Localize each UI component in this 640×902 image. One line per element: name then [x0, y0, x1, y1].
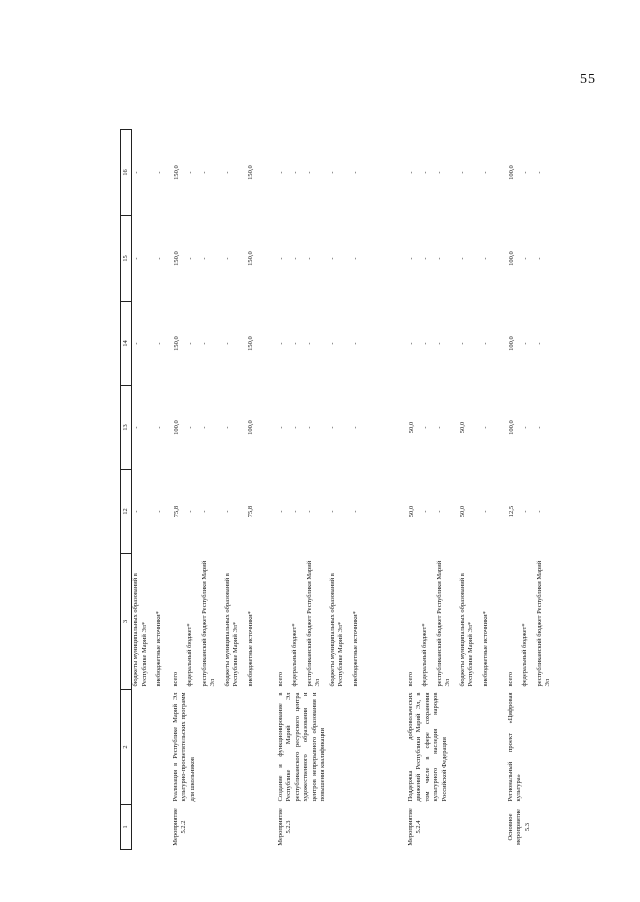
- table-cell-value: 150,0: [172, 165, 180, 180]
- table-cell-value: -: [407, 171, 415, 174]
- year-column-12: [277, 470, 407, 554]
- table-cell-value: -: [535, 342, 543, 345]
- activity-name: Поддержка добровольческих движений Республики Марий Эл, в том числе в сфере сохранения культурного наследия народов Российской Федерации: [406, 692, 448, 802]
- table-cell-value: -: [351, 257, 359, 260]
- table-cell-value: -: [535, 257, 543, 260]
- year-column-14: [277, 302, 407, 386]
- activity-id: Мероприятие 5.2.4: [406, 808, 423, 846]
- year-column-13: [277, 386, 407, 470]
- table-row: [172, 130, 277, 850]
- table-cell-value: 100,0: [507, 165, 515, 180]
- column-header: 16: [121, 130, 132, 216]
- year-column-12: [132, 470, 172, 554]
- table-cell-value: -: [535, 510, 543, 513]
- year-column-13: [172, 386, 277, 470]
- table-cell-value: -: [351, 342, 359, 345]
- table-cell-value: 12,5: [507, 505, 515, 518]
- funding-source: федеральный бюджет*: [521, 623, 529, 687]
- table-cell-value: -: [421, 426, 429, 429]
- table-cell-value: -: [186, 342, 194, 345]
- table-cell-value: -: [521, 171, 529, 174]
- table-cell-value: -: [407, 342, 415, 345]
- funding-source: федеральный бюджет*: [421, 623, 429, 687]
- year-column-15: [172, 216, 277, 302]
- column-header: 1: [121, 805, 132, 850]
- table-cell-value: -: [305, 342, 313, 345]
- table-cell-value: -: [435, 257, 443, 260]
- activity-name: Региональный проект «Цифровая культура»: [506, 692, 523, 802]
- table-cell-value: -: [186, 426, 194, 429]
- activity-id: Мероприятие 5.2.2: [171, 808, 188, 846]
- table-cell-value: -: [535, 426, 543, 429]
- funding-sources: [172, 554, 277, 690]
- table-cell-value: -: [328, 426, 336, 429]
- table-cell-value: -: [435, 342, 443, 345]
- activity-id: [132, 805, 172, 850]
- table-cell-value: -: [435, 426, 443, 429]
- table-cell-value: -: [481, 257, 489, 260]
- funding-source: федеральный бюджет*: [291, 623, 299, 687]
- table-cell-value: 100,0: [172, 420, 180, 435]
- table-cell-value: -: [521, 510, 529, 513]
- year-column-13: [407, 386, 507, 470]
- table-cell-value: 150,0: [246, 165, 254, 180]
- table-cell-value: -: [458, 257, 466, 260]
- funding-source: внебюджетные источники*: [351, 611, 359, 687]
- table-cell-value: -: [133, 257, 141, 260]
- table-cell-value: -: [277, 257, 285, 260]
- table-cell-value: -: [277, 510, 285, 513]
- table-cell-value: -: [305, 426, 313, 429]
- table-cell-value: 50,0: [407, 421, 415, 434]
- table-cell-value: -: [305, 510, 313, 513]
- year-column-13: [507, 386, 567, 470]
- table-cell-value: -: [223, 510, 231, 513]
- funding-sources: [132, 554, 172, 690]
- table-cell-value: -: [291, 171, 299, 174]
- year-column-16: [277, 130, 407, 216]
- funding-source: республиканский бюджет Республики Марий Эл: [200, 560, 217, 687]
- table-body: [132, 130, 567, 850]
- funding-source: республиканский бюджет Республики Марий Эл: [435, 560, 452, 687]
- year-column-14: [132, 302, 172, 386]
- table-cell-value: -: [435, 171, 443, 174]
- year-column-15: [132, 216, 172, 302]
- column-header: 12: [121, 470, 132, 554]
- table-cell-value: -: [407, 257, 415, 260]
- year-column-16: [407, 130, 507, 216]
- activity-name: Создание и функционирование в Республике Марий Эл республиканского ресурсного центра художественного образования и центров непрерывного образования и повышения квалификации: [276, 692, 327, 802]
- table-cell-value: -: [535, 171, 543, 174]
- table-cell-value: -: [481, 342, 489, 345]
- table-cell-value: -: [421, 510, 429, 513]
- table-cell-value: 100,0: [507, 420, 515, 435]
- activity-id: Мероприятие 5.2.3: [276, 808, 293, 846]
- year-column-13: [132, 386, 172, 470]
- year-column-12: [407, 470, 507, 554]
- table-cell-value: -: [133, 171, 141, 174]
- year-column-15: [507, 216, 567, 302]
- table-cell-value: -: [156, 426, 164, 429]
- year-column-16: [132, 130, 172, 216]
- table-cell-value: 150,0: [172, 336, 180, 351]
- page-number: 55: [580, 72, 596, 87]
- year-column-15: [407, 216, 507, 302]
- year-column-14: [172, 302, 277, 386]
- table-cell-value: -: [481, 426, 489, 429]
- funding-source: бюджеты муниципальных образований в Республике Марий Эл*: [223, 573, 240, 687]
- table-cell-value: -: [277, 342, 285, 345]
- activity-id: Основное мероприятие 5.3: [506, 809, 531, 845]
- budget-table: [120, 129, 567, 850]
- table-cell-value: -: [481, 171, 489, 174]
- table-cell-value: -: [156, 342, 164, 345]
- table-cell-value: -: [328, 342, 336, 345]
- year-column-14: [507, 302, 567, 386]
- funding-sources: [277, 554, 407, 690]
- table-cell-value: -: [200, 510, 208, 513]
- column-header: 13: [121, 386, 132, 470]
- table-row: [277, 130, 407, 850]
- table-cell-value: -: [186, 257, 194, 260]
- table-cell-value: -: [305, 171, 313, 174]
- year-column-16: [507, 130, 567, 216]
- table-cell-value: -: [223, 426, 231, 429]
- table-cell-value: -: [277, 426, 285, 429]
- funding-sources: [407, 554, 507, 690]
- funding-sources: [507, 554, 567, 690]
- table-cell-value: -: [421, 171, 429, 174]
- funding-source: всего: [276, 671, 284, 687]
- table-cell-value: -: [156, 257, 164, 260]
- table-cell-value: -: [200, 171, 208, 174]
- table-row: [407, 130, 507, 850]
- rotated-table-container: [120, 130, 580, 850]
- table-cell-value: -: [421, 257, 429, 260]
- column-header: 15: [121, 216, 132, 302]
- column-header: 3: [121, 554, 132, 690]
- table-cell-value: 50,0: [458, 421, 466, 434]
- table-cell-value: 100,0: [507, 336, 515, 351]
- table-cell-value: -: [351, 510, 359, 513]
- funding-source: федеральный бюджет*: [186, 623, 194, 687]
- table-cell-value: -: [328, 510, 336, 513]
- funding-source: внебюджетные источники*: [155, 611, 163, 687]
- table-cell-value: -: [277, 171, 285, 174]
- table-cell-value: -: [223, 257, 231, 260]
- table-cell-value: -: [186, 510, 194, 513]
- funding-source: республиканский бюджет Республики Марий Эл: [305, 560, 322, 687]
- year-column-12: [507, 470, 567, 554]
- funding-source: внебюджетные источники*: [246, 611, 254, 687]
- table-cell-value: 150,0: [172, 251, 180, 266]
- table-cell-value: 50,0: [407, 505, 415, 518]
- table-cell-value: 150,0: [246, 336, 254, 351]
- table-cell-value: -: [328, 257, 336, 260]
- table-cell-value: 75,8: [246, 505, 254, 518]
- activity-name: Реализация в Республике Марий Эл культурно-просветительских программ для школьников: [171, 692, 196, 802]
- column-header: 14: [121, 302, 132, 386]
- table-header: [121, 130, 132, 850]
- funding-source: всего: [171, 671, 179, 687]
- year-column-16: [172, 130, 277, 216]
- table-cell-value: 100,0: [246, 420, 254, 435]
- table-cell-value: 50,0: [458, 505, 466, 518]
- table-cell-value: -: [458, 171, 466, 174]
- year-column-12: [172, 470, 277, 554]
- table-cell-value: -: [521, 342, 529, 345]
- table-cell-value: -: [291, 510, 299, 513]
- table-cell-value: -: [458, 342, 466, 345]
- funding-source: внебюджетные источники*: [481, 611, 489, 687]
- table-cell-value: -: [223, 342, 231, 345]
- table-cell-value: -: [133, 342, 141, 345]
- header-row: [121, 130, 132, 850]
- table-cell-value: -: [291, 426, 299, 429]
- table-cell-value: -: [435, 510, 443, 513]
- table-cell-value: -: [186, 171, 194, 174]
- table-cell-value: -: [156, 171, 164, 174]
- table-row: [132, 130, 172, 850]
- year-column-14: [407, 302, 507, 386]
- table-cell-value: 150,0: [246, 251, 254, 266]
- funding-source: бюджеты муниципальных образований в Республике Марий Эл*: [328, 573, 345, 687]
- table-cell-value: -: [305, 257, 313, 260]
- funding-source: всего: [406, 671, 414, 687]
- year-column-15: [277, 216, 407, 302]
- table-cell-value: 75,8: [172, 505, 180, 518]
- table-cell-value: -: [133, 510, 141, 513]
- table-cell-value: -: [156, 510, 164, 513]
- table-cell-value: -: [200, 342, 208, 345]
- table-cell-value: -: [291, 257, 299, 260]
- table-cell-value: -: [328, 171, 336, 174]
- activity-name: [132, 690, 172, 805]
- funding-source: всего: [506, 671, 514, 687]
- table-cell-value: -: [133, 426, 141, 429]
- column-header: 2: [121, 690, 132, 805]
- table-cell-value: -: [291, 342, 299, 345]
- table-cell-value: -: [223, 171, 231, 174]
- table-cell-value: -: [200, 426, 208, 429]
- table-row: [507, 130, 567, 850]
- table-cell-value: -: [521, 257, 529, 260]
- table-cell-value: -: [351, 426, 359, 429]
- funding-source: республиканский бюджет Республики Марий Эл: [535, 560, 552, 687]
- table-cell-value: -: [421, 342, 429, 345]
- table-cell-value: -: [521, 426, 529, 429]
- table-cell-value: 100,0: [507, 251, 515, 266]
- table-cell-value: -: [351, 171, 359, 174]
- table-cell-value: -: [200, 257, 208, 260]
- table-cell-value: -: [481, 510, 489, 513]
- funding-source: бюджеты муниципальных образований в Республике Марий Эл*: [458, 573, 475, 687]
- funding-source: бюджеты муниципальных образований в Республике Марий Эл*: [132, 573, 148, 687]
